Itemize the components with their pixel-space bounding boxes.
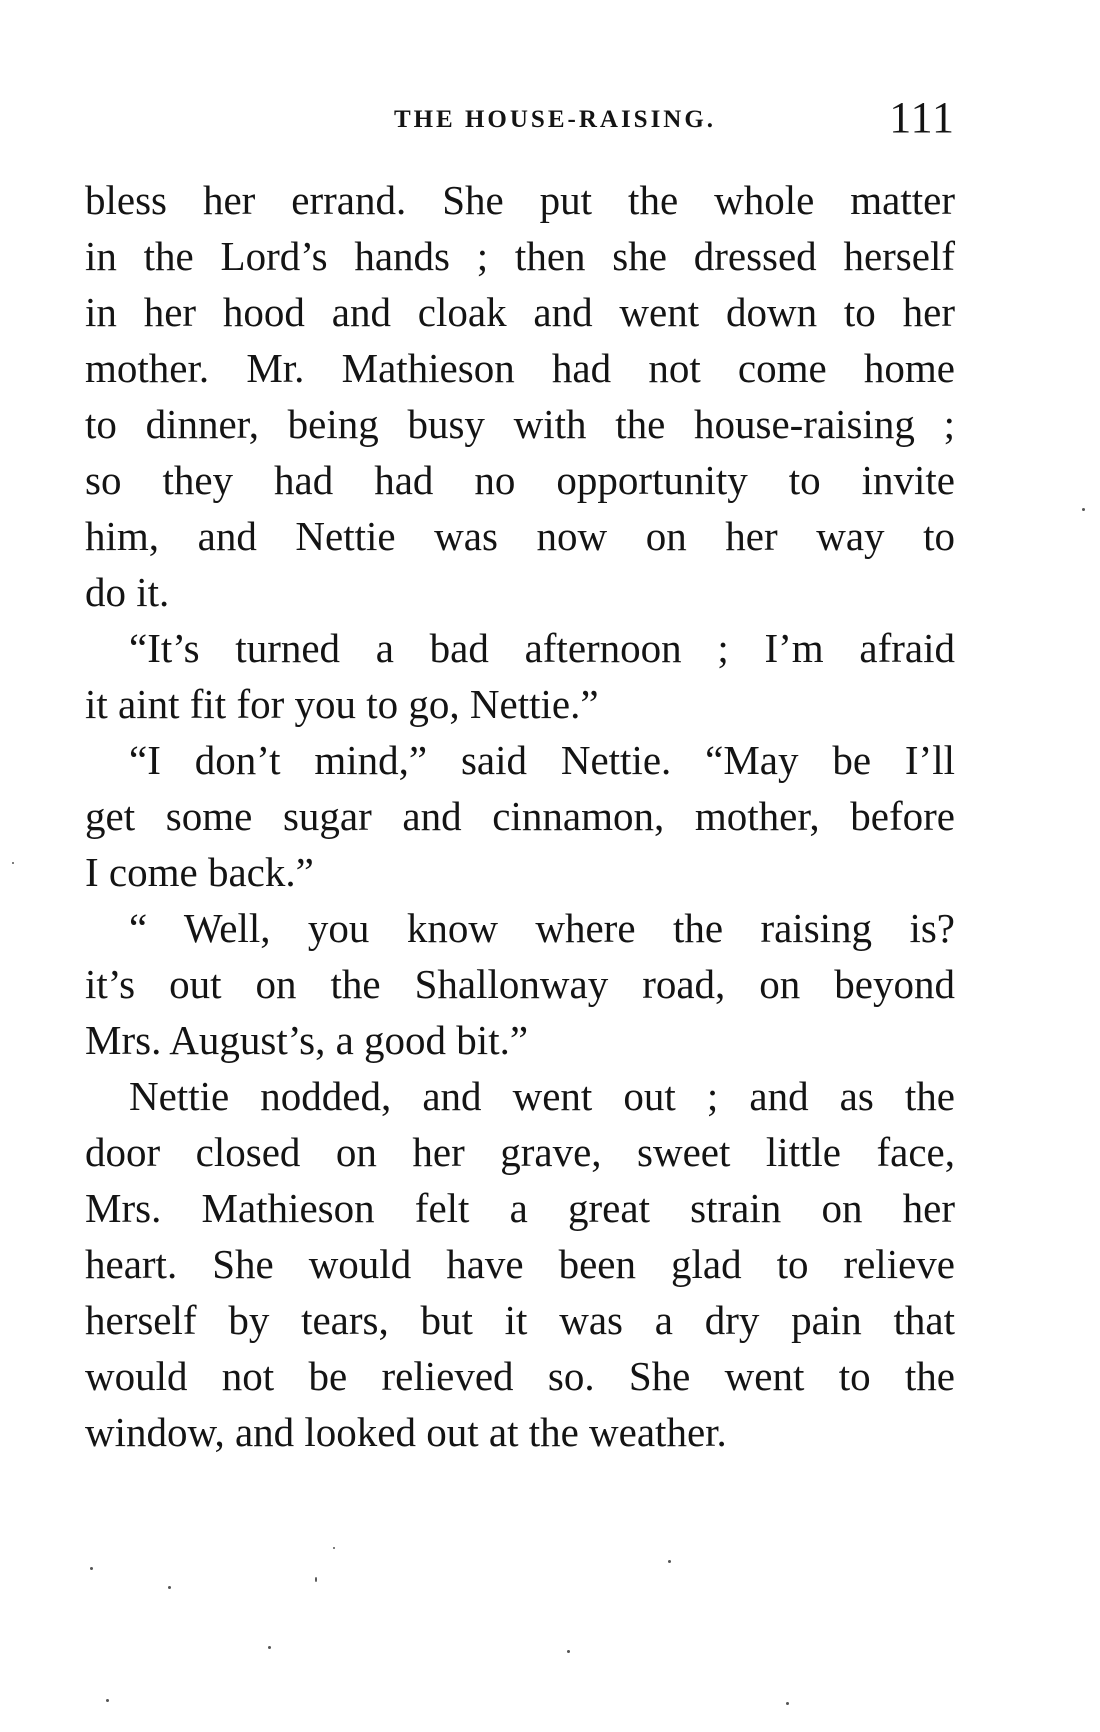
paragraph-2 — [85, 620, 955, 732]
text-line: it’s out on the Shallonway road, on beyond — [85, 961, 955, 1007]
text-line: in the Lord’s hands ; then she dressed herself — [85, 233, 955, 279]
text-line: door closed on her grave, sweet little face, — [85, 1129, 955, 1175]
paragraph-4 — [85, 900, 955, 1068]
scan-speck — [1082, 508, 1085, 511]
text-line: “It’s turned a bad afternoon ; I’m afraid — [129, 625, 955, 671]
text-line: I come back.” — [85, 849, 314, 895]
text-line: would not be relieved so. She went to the — [85, 1353, 955, 1399]
text-line: so they had had no opportunity to invite — [85, 457, 955, 503]
page-number: 111 — [889, 93, 955, 142]
paragraph-3 — [85, 732, 955, 900]
scan-speck — [668, 1560, 671, 1563]
running-head — [85, 92, 955, 148]
text-line: herself by tears, but it was a dry pain that — [85, 1297, 955, 1343]
text-line: to dinner, being busy with the house-raising ; — [85, 401, 955, 447]
text-line: Mrs. Mathieson felt a great strain on her — [85, 1185, 955, 1231]
scan-speck — [12, 862, 14, 864]
text-line: “ Well, you know where the raising is? — [129, 905, 955, 951]
text-line: window, and looked out at the weather. — [85, 1409, 727, 1455]
text-line: get some sugar and cinnamon, mother, before — [85, 793, 955, 839]
text-line: Nettie nodded, and went out ; and as the — [129, 1073, 955, 1119]
scan-speck — [268, 1646, 271, 1649]
scan-speck — [106, 1699, 109, 1702]
scan-speck — [786, 1702, 789, 1705]
paragraph-1 — [85, 172, 955, 620]
scan-speck — [333, 1547, 335, 1549]
text-line: in her hood and cloak and went down to her — [85, 289, 955, 335]
running-title: THE HOUSE-RAISING. — [393, 106, 717, 133]
text-line: bless her errand. She put the whole matter — [85, 177, 955, 223]
text-line: “I don’t mind,” said Nettie. “May be I’ll — [129, 737, 955, 783]
scan-speck — [315, 1577, 317, 1582]
text-line: mother. Mr. Mathieson had not come home — [85, 345, 955, 391]
text-line: him, and Nettie was now on her way to — [85, 513, 955, 559]
scan-speck — [567, 1650, 570, 1653]
scan-speck — [90, 1567, 93, 1570]
body-text — [85, 172, 955, 1460]
paragraph-5 — [85, 1068, 955, 1460]
text-line: it aint fit for you to go, Nettie.” — [85, 681, 599, 727]
scan-speck — [168, 1586, 171, 1589]
text-line: heart. She would have been glad to relieve — [85, 1241, 955, 1287]
text-line: do it. — [85, 569, 170, 615]
text-line: Mrs. August’s, a good bit.” — [85, 1017, 529, 1063]
